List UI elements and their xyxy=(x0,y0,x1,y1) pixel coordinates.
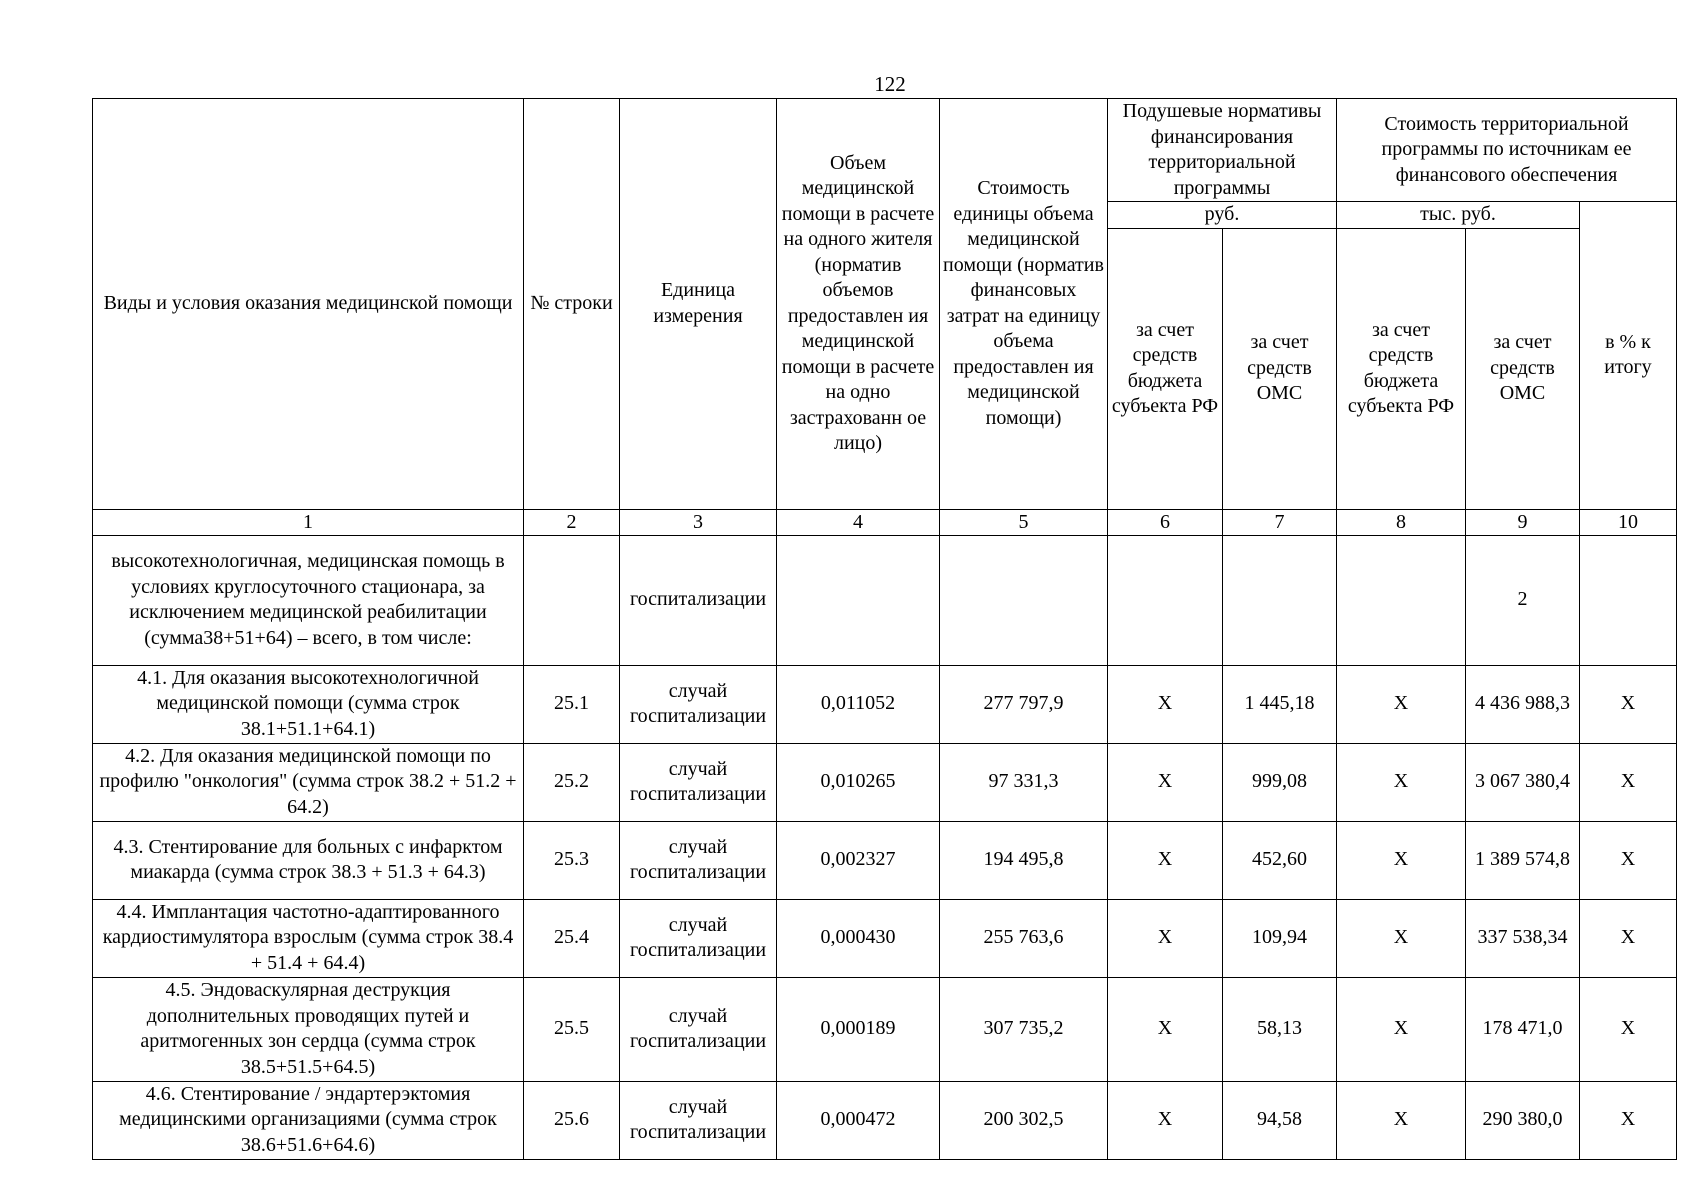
column-number: 8 xyxy=(1337,509,1466,535)
row-budget-per-capita: Х xyxy=(1108,665,1223,743)
column-number: 9 xyxy=(1466,509,1580,535)
column-number: 7 xyxy=(1223,509,1337,535)
row-oms-total: 2 xyxy=(1466,535,1580,665)
row-unit-line: случай xyxy=(668,913,728,936)
header-budget-total: за счет средств бюджета субъекта РФ xyxy=(1337,228,1466,509)
row-budget-total: Х xyxy=(1337,1081,1466,1159)
row-percent xyxy=(1580,535,1677,665)
row-volume: 0,000189 xyxy=(777,977,940,1081)
row-line-number: 25.6 xyxy=(524,1081,620,1159)
header-volume: Объем медицинской помощи в расчете на одного жителя (норматив объемов предоставлен ия медицинской помощи в расчете на одно застрахованн ое лицо) xyxy=(777,99,940,510)
row-percent: Х xyxy=(1580,899,1677,977)
row-volume: 0,000472 xyxy=(777,1081,940,1159)
column-number: 6 xyxy=(1108,509,1223,535)
row-unit-line: госпитализации xyxy=(629,1030,767,1052)
row-unit-cost: 194 495,8 xyxy=(940,821,1108,899)
column-number: 5 xyxy=(940,509,1108,535)
row-budget-per-capita: Х xyxy=(1108,899,1223,977)
row-volume: 0,000430 xyxy=(777,899,940,977)
header-percent-of-total: в % к итогу xyxy=(1580,202,1677,510)
row-oms-per-capita: 109,94 xyxy=(1223,899,1337,977)
row-oms-per-capita: 1 445,18 xyxy=(1223,665,1337,743)
row-budget-total: Х xyxy=(1337,743,1466,821)
row-budget-per-capita: Х xyxy=(1108,977,1223,1081)
row-unit-line: госпитализации xyxy=(629,1121,767,1143)
header-budget-per-capita: за счет средств бюджета субъекта РФ xyxy=(1108,228,1223,509)
row-unit-line: случай xyxy=(668,757,728,780)
row-unit xyxy=(620,821,777,899)
row-oms-total: 337 538,34 xyxy=(1466,899,1580,977)
row-line-number: 25.5 xyxy=(524,977,620,1081)
row-unit-line: случай xyxy=(668,679,728,702)
row-oms-total: 1 389 574,8 xyxy=(1466,821,1580,899)
column-number: 3 xyxy=(620,509,777,535)
header-unit-cost: Стоимость единицы объема медицинской помощи (норматив финансовых затрат на единицу объема предоставлен ия медицинской помощи) xyxy=(940,99,1108,510)
row-budget-per-capita: Х xyxy=(1108,1081,1223,1159)
row-percent: Х xyxy=(1580,743,1677,821)
header-per-capita-group: Подушевые нормативы финансирования территориальной программы xyxy=(1108,99,1337,202)
row-budget-total xyxy=(1337,535,1466,665)
row-name: высокотехнологичная, медицинская помощь в условиях круглосуточного стационара, за исключением медицинской реабилитации (сумма38+51+64) – всего, в том числе: xyxy=(93,535,524,665)
table-row xyxy=(93,821,1677,899)
row-unit-line: госпитализации xyxy=(629,588,767,611)
row-line-number: 25.1 xyxy=(524,665,620,743)
row-line-number xyxy=(524,535,620,665)
row-unit-line: госпитализации xyxy=(629,861,767,883)
row-volume: 0,010265 xyxy=(777,743,940,821)
table-row xyxy=(93,899,1677,977)
row-percent: Х xyxy=(1580,1081,1677,1159)
row-budget-per-capita: Х xyxy=(1108,821,1223,899)
column-number: 1 xyxy=(93,509,524,535)
row-unit-line: госпитализации xyxy=(629,939,767,961)
row-unit-cost: 255 763,6 xyxy=(940,899,1108,977)
row-oms-total: 4 436 988,3 xyxy=(1466,665,1580,743)
row-unit-cost: 277 797,9 xyxy=(940,665,1108,743)
header-oms-total: за счет средств ОМС xyxy=(1466,228,1580,509)
row-percent: Х xyxy=(1580,821,1677,899)
header-unit: Единица измерения xyxy=(620,99,777,510)
row-unit xyxy=(620,1081,777,1159)
row-budget-total: Х xyxy=(1337,821,1466,899)
row-unit-line: случай xyxy=(668,835,728,858)
row-name: 4.5. Эндоваскулярная деструкция дополнительных проводящих путей и аритмогенных зон сердца (сумма строк 38.5+51.5+64.5) xyxy=(93,977,524,1081)
row-line-number: 25.2 xyxy=(524,743,620,821)
row-oms-total: 178 471,0 xyxy=(1466,977,1580,1081)
row-unit-cost: 200 302,5 xyxy=(940,1081,1108,1159)
header-unit-rub: руб. xyxy=(1108,202,1337,229)
row-volume xyxy=(777,535,940,665)
row-line-number: 25.3 xyxy=(524,821,620,899)
header-unit-thousand-rub: тыс. руб. xyxy=(1337,202,1580,229)
row-unit xyxy=(620,899,777,977)
header-line-number: № строки xyxy=(524,99,620,510)
row-budget-total: Х xyxy=(1337,665,1466,743)
row-oms-per-capita xyxy=(1223,535,1337,665)
table-header xyxy=(93,99,1677,536)
row-name: 4.2. Для оказания медицинской помощи по профилю "онкология" (сумма строк 38.2 + 51.2 + 64.2) xyxy=(93,743,524,821)
row-unit-line: госпитализации xyxy=(629,705,767,727)
header-oms-per-capita: за счет средств ОМС xyxy=(1223,228,1337,509)
table-row xyxy=(93,743,1677,821)
row-name: 4.3. Стентирование для больных с инфарктом миакарда (сумма строк 38.3 + 51.3 + 64.3) xyxy=(93,821,524,899)
row-oms-per-capita: 999,08 xyxy=(1223,743,1337,821)
financing-table xyxy=(92,98,1677,1160)
table-row xyxy=(93,535,1677,665)
row-name: 4.4. Имплантация частотно-адаптированного кардиостимулятора взрослым (сумма строк 38.4 + 51.4 + 64.4) xyxy=(93,899,524,977)
row-name: 4.1. Для оказания высокотехнологичной медицинской помощи (сумма строк 38.1+51.1+64.1) xyxy=(93,665,524,743)
row-unit-cost: 307 735,2 xyxy=(940,977,1108,1081)
row-unit xyxy=(620,665,777,743)
row-volume: 0,002327 xyxy=(777,821,940,899)
header-kind-of-care: Виды и условия оказания медицинской помощи xyxy=(93,99,524,510)
table-row xyxy=(93,665,1677,743)
row-budget-per-capita xyxy=(1108,535,1223,665)
row-unit-cost xyxy=(940,535,1108,665)
table-row xyxy=(93,1081,1677,1159)
row-budget-per-capita: Х xyxy=(1108,743,1223,821)
row-name: 4.6. Стентирование / эндартерэктомия медицинскими организациями (сумма строк 38.6+51.6+64.6) xyxy=(93,1081,524,1159)
row-oms-per-capita: 94,58 xyxy=(1223,1081,1337,1159)
row-volume: 0,011052 xyxy=(777,665,940,743)
row-unit-line: случай xyxy=(668,1095,728,1118)
row-oms-total: 290 380,0 xyxy=(1466,1081,1580,1159)
page-number: 122 xyxy=(874,72,906,96)
row-budget-total: Х xyxy=(1337,899,1466,977)
table-row xyxy=(93,977,1677,1081)
column-number-row xyxy=(93,509,1677,535)
row-unit xyxy=(620,535,777,665)
row-unit-cost: 97 331,3 xyxy=(940,743,1108,821)
row-percent: Х xyxy=(1580,665,1677,743)
row-oms-per-capita: 58,13 xyxy=(1223,977,1337,1081)
row-percent: Х xyxy=(1580,977,1677,1081)
table-body xyxy=(93,535,1677,1159)
row-unit-line: случай xyxy=(668,1004,728,1027)
row-unit xyxy=(620,743,777,821)
header-program-cost-group: Стоимость территориальной программы по источникам ее финансового обеспечения xyxy=(1337,99,1677,202)
row-unit-line: госпитализации xyxy=(629,783,767,805)
row-oms-total: 3 067 380,4 xyxy=(1466,743,1580,821)
column-number: 10 xyxy=(1580,509,1677,535)
row-unit xyxy=(620,977,777,1081)
row-oms-per-capita: 452,60 xyxy=(1223,821,1337,899)
column-number: 4 xyxy=(777,509,940,535)
row-line-number: 25.4 xyxy=(524,899,620,977)
column-number: 2 xyxy=(524,509,620,535)
row-budget-total: Х xyxy=(1337,977,1466,1081)
